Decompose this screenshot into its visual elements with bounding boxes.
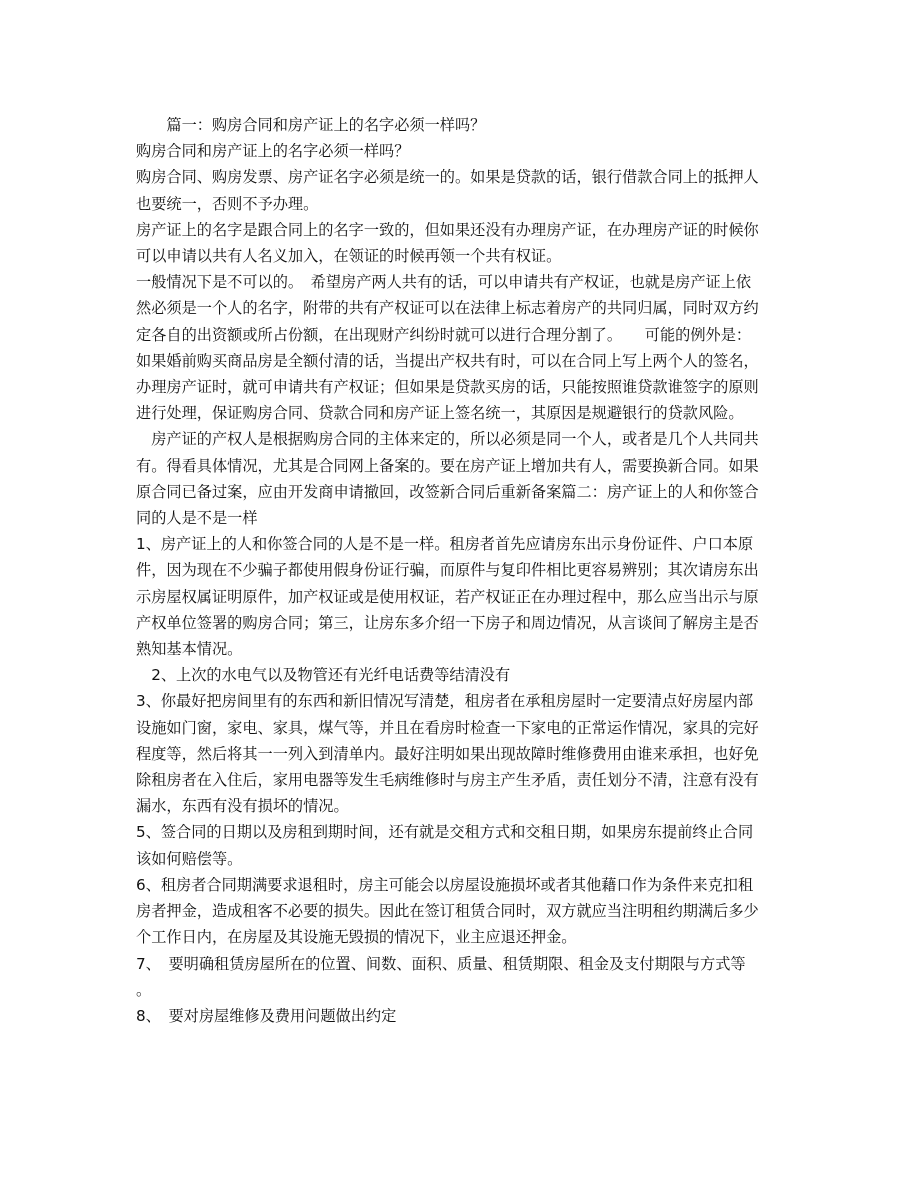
text-line: 设施如门窗，家电、家具，煤气等，并且在看房时检查一下家电的正常运作情况，家具的完好 xyxy=(136,718,759,737)
text-line: 熟知基本情况。 xyxy=(136,640,243,659)
list-item-6: 6、租房者合同期满要求退租时，房主可能会以房屋设施损坏或者其他藉口作为条件来克扣租 xyxy=(136,875,754,894)
text-line: 定各自的出资额或所占份额，在出现财产纠纷时就可以进行合理分割了。 可能的例外是： xyxy=(136,325,752,344)
text-line: 进行处理，保证购房合同、贷款合同和房产证上签名统一，其原因是规避银行的贷款风险。 xyxy=(136,404,744,423)
text-line: 也要统一，否则不予办理。 xyxy=(136,194,319,213)
heading-part-one: 篇一：购房合同和房产证上的名字必须一样吗？ xyxy=(136,116,486,134)
list-item-7: 7、 要明确租赁房屋所在的位置、间数、面积、质量、租赁期限、租金及支付期限与方式等 xyxy=(136,954,746,973)
text-line: 程度等，然后将其一一列入到清单内。最好注明如果出现故障时维修费用由谁来承担，也好免 xyxy=(136,744,759,763)
text-line: 示房屋权属证明原件，加产权证或是使用权证，若产权证正在办理过程中，那么应当出示与原 xyxy=(136,587,759,606)
text-line: 购房合同、购房发票、房产证名字必须是统一的。如果是贷款的话，银行借款合同上的抵押人 xyxy=(136,168,759,187)
text-line: 然必须是一个人的名字，附带的共有产权证可以在法律上标志着房产的共同归属，同时双方约 xyxy=(136,299,759,318)
list-item-8: 8、 要对房屋维修及费用问题做出约定 xyxy=(136,1006,397,1025)
text-line: 如果婚前购买商品房是全额付清的话，当提出产权共有时，可以在合同上写上两个人的签名， xyxy=(136,351,759,370)
text-line: 办理房产证时，就可申请共有产权证；但如果是贷款买房的话，只能按照谁贷款谁签字的原则 xyxy=(136,378,759,397)
text-line: 同的人是不是一样 xyxy=(136,509,258,528)
text-line: 可以申请以共有人名义加入，在领证的时候再领一个共有权证。 xyxy=(136,247,562,266)
text-line: 原合同已备过案，应由开发商申请撤回，改签新合同后重新备案篇二：房产证上的人和你签合 xyxy=(136,482,759,501)
text-line: 购房合同和房产证上的名字必须一样吗？ xyxy=(136,142,410,161)
text-line: 该如何赔偿等。 xyxy=(136,849,243,868)
text-line: 产权单位签署的购房合同；第三，让房东多介绍一下房子和周边情况，从言谈间了解房主是否 xyxy=(136,613,759,632)
text-line: 房产证上的名字是跟合同上的名字一致的，但如果还没有办理房产证，在办理房产证的时候你 xyxy=(136,220,759,239)
text-line: 个工作日内，在房屋及其设施无毁损的情况下，业主应退还押金。 xyxy=(136,928,577,947)
list-item-5: 5、签合同的日期以及房租到期时间，还有就是交租方式和交租日期，如果房东提前终止合同 xyxy=(136,823,754,842)
text-line: 房产证的产权人是根据购房合同的主体来定的，所以必须是同一个人，或者是几个人共同共 xyxy=(136,430,759,449)
text-line: 有。得看具体情况，尤其是合同网上备案的。要在房产证上增加共有人，需要换新合同。如果 xyxy=(136,456,759,475)
text-line: 一般情况下是不可以的。 希望房产两人共有的话，可以申请共有产权证，也就是房产证上依 xyxy=(136,273,752,292)
list-item-2: 2、上次的水电气以及物管还有光纤电话费等结清没有 xyxy=(136,666,511,685)
text-line: 房者押金，造成租客不必要的损失。因此在签订租赁合同时，双方就应当注明租约期满后多少 xyxy=(136,902,759,921)
list-item-1: 1、房产证上的人和你签合同的人是不是一样。租房者首先应请房东出示身份证件、户口本原 xyxy=(136,535,754,554)
text-line: 。 xyxy=(136,980,152,999)
text-line: 件，因为现在不少骗子都使用假身份证行骗，而原件与复印件相比更容易辨别；其次请房东出 xyxy=(136,561,759,580)
document-body xyxy=(136,112,786,1029)
list-item-3: 3、你最好把房间里有的东西和新旧情况写清楚，租房者在承租房屋时一定要清点好房屋内部 xyxy=(136,692,754,711)
text-line: 漏水，东西有没有损坏的情况。 xyxy=(136,797,349,816)
text-line: 除租房者在入住后，家用电器等发生毛病维修时与房主产生矛盾，责任划分不清，注意有没有 xyxy=(136,771,759,790)
